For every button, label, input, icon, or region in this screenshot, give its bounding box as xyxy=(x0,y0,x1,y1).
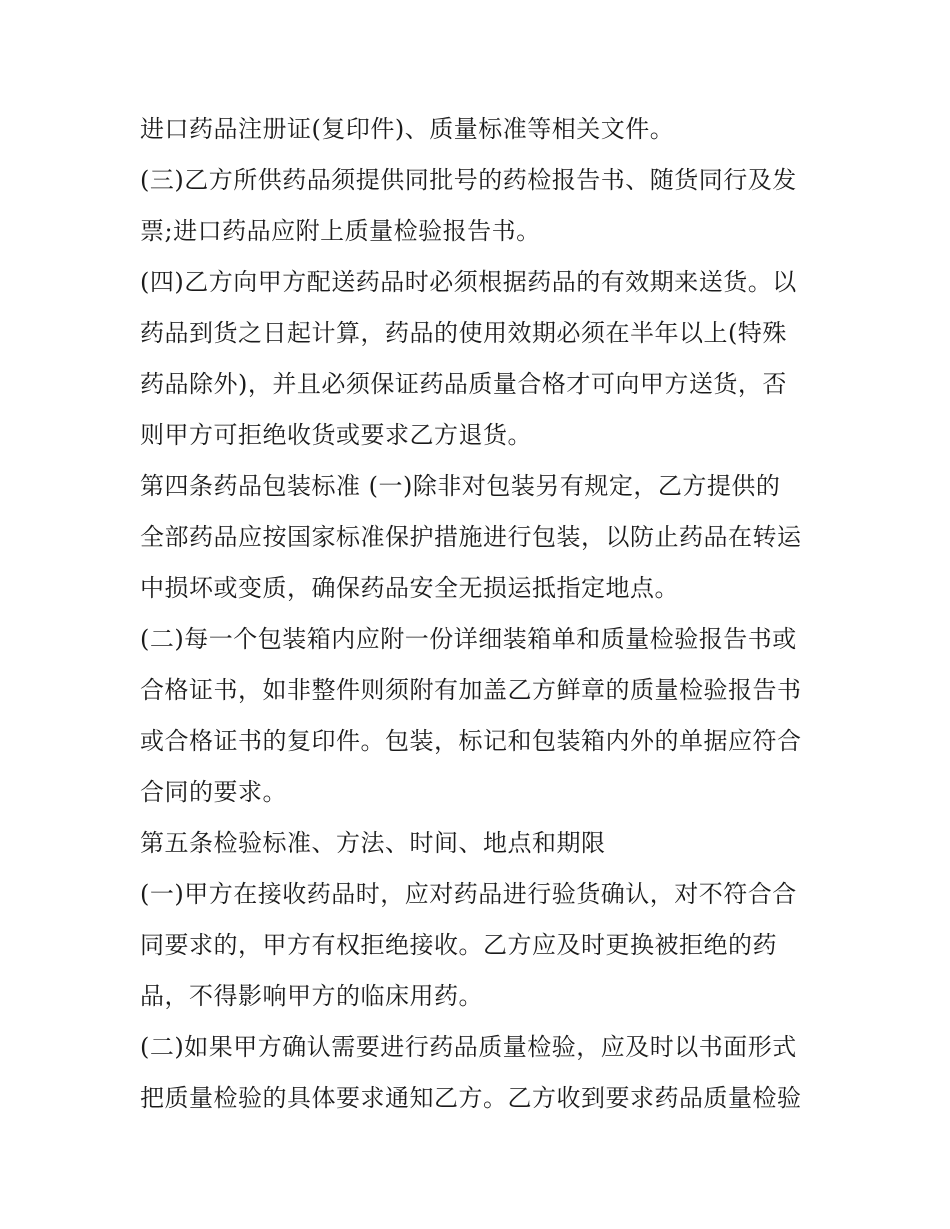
text-line-14: 合同的要求。 xyxy=(140,778,287,806)
text-line-15: 第五条检验标准、方法、时间、地点和期限 xyxy=(140,829,606,857)
text-line-8: 第四条药品包装标准 (一)除非对包装另有规定，乙方提供的 xyxy=(140,472,781,500)
text-line-10: 中损坏或变质，确保药品安全无损运抵指定地点。 xyxy=(140,574,679,602)
text-line-9: 全部药品应按国家标准保护措施进行包装，以防止药品在转运 xyxy=(140,523,802,551)
text-line-11: (二)每一个包装箱内应附一份详细装箱单和质量检验报告书或 xyxy=(140,625,797,653)
text-line-5: 药品到货之日起计算，药品的使用效期必须在半年以上(特殊 xyxy=(140,319,787,347)
text-line-12: 合格证书，如非整件则须附有加盖乙方鲜章的质量检验报告书 xyxy=(140,676,802,704)
text-line-17: 同要求的，甲方有权拒绝接收。乙方应及时更换被拒绝的药 xyxy=(140,931,777,959)
text-line-6: 药品除外)，并且必须保证药品质量合格才可向甲方送货，否 xyxy=(140,370,787,398)
text-line-13: 或合格证书的复印件。包装，标记和包装箱内外的单据应符合 xyxy=(140,727,802,755)
text-line-4: (四)乙方向甲方配送药品时必须根据药品的有效期来送货。以 xyxy=(140,268,797,296)
text-line-3: 票;进口药品应附上质量检验报告书。 xyxy=(140,217,541,245)
text-line-7: 则甲方可拒绝收货或要求乙方退货。 xyxy=(140,421,532,449)
text-line-19: (二)如果甲方确认需要进行药品质量检验，应及时以书面形式 xyxy=(140,1033,797,1061)
text-line-20: 把质量检验的具体要求通知乙方。乙方收到要求药品质量检验 xyxy=(140,1084,802,1112)
text-line-1: 进口药品注册证(复印件)、质量标准等相关文件。 xyxy=(140,115,675,143)
text-line-16: (一)甲方在接收药品时，应对药品进行验货确认，对不符合合 xyxy=(140,880,797,908)
text-line-2: (三)乙方所供药品须提供同批号的药检报告书、随货同行及发 xyxy=(140,166,797,194)
text-line-18: 品，不得影响甲方的临床用药。 xyxy=(140,982,483,1010)
